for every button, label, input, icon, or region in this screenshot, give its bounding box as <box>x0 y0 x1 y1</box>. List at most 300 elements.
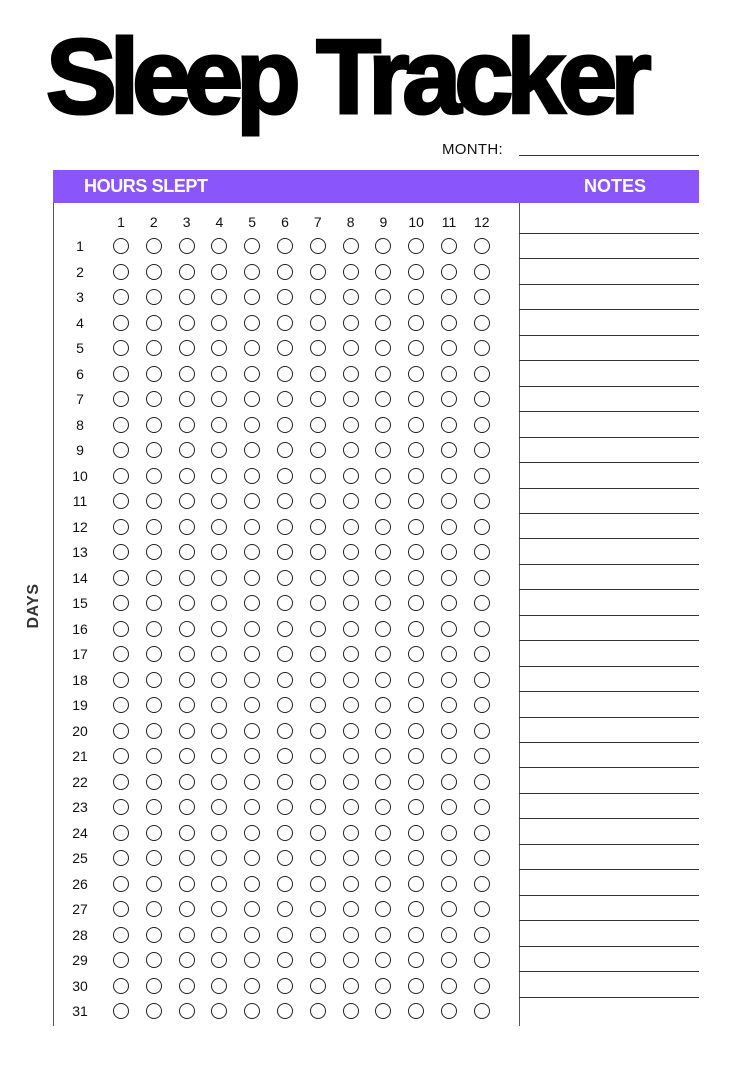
hour-bubble[interactable] <box>211 442 227 458</box>
hour-bubble[interactable] <box>277 519 293 535</box>
hour-bubble[interactable] <box>310 748 326 764</box>
hour-bubble[interactable] <box>408 493 424 509</box>
hour-bubble[interactable] <box>179 723 195 739</box>
hour-bubble[interactable] <box>375 544 391 560</box>
note-line[interactable] <box>519 488 699 489</box>
hour-bubble[interactable] <box>211 825 227 841</box>
hour-bubble[interactable] <box>343 723 359 739</box>
hour-bubble[interactable] <box>310 544 326 560</box>
hour-bubble[interactable] <box>343 901 359 917</box>
hour-bubble[interactable] <box>474 340 490 356</box>
hour-bubble[interactable] <box>408 646 424 662</box>
hour-bubble[interactable] <box>179 570 195 586</box>
hour-bubble[interactable] <box>113 748 129 764</box>
hour-bubble[interactable] <box>244 366 260 382</box>
hour-bubble[interactable] <box>343 468 359 484</box>
note-line[interactable] <box>519 666 699 667</box>
hour-bubble[interactable] <box>244 799 260 815</box>
hour-bubble[interactable] <box>474 621 490 637</box>
hour-bubble[interactable] <box>375 289 391 305</box>
hour-bubble[interactable] <box>211 289 227 305</box>
hour-bubble[interactable] <box>310 697 326 713</box>
note-line[interactable] <box>519 411 699 412</box>
hour-bubble[interactable] <box>277 417 293 433</box>
hour-bubble[interactable] <box>441 952 457 968</box>
hour-bubble[interactable] <box>343 672 359 688</box>
hour-bubble[interactable] <box>277 723 293 739</box>
hour-bubble[interactable] <box>408 876 424 892</box>
hour-bubble[interactable] <box>474 570 490 586</box>
note-line[interactable] <box>519 742 699 743</box>
hour-bubble[interactable] <box>474 442 490 458</box>
hour-bubble[interactable] <box>211 366 227 382</box>
hour-bubble[interactable] <box>277 748 293 764</box>
hour-bubble[interactable] <box>408 825 424 841</box>
hour-bubble[interactable] <box>343 1003 359 1019</box>
hour-bubble[interactable] <box>310 774 326 790</box>
hour-bubble[interactable] <box>146 876 162 892</box>
hour-bubble[interactable] <box>277 876 293 892</box>
hour-bubble[interactable] <box>277 927 293 943</box>
hour-bubble[interactable] <box>310 315 326 331</box>
hour-bubble[interactable] <box>343 366 359 382</box>
hour-bubble[interactable] <box>179 519 195 535</box>
note-line[interactable] <box>519 284 699 285</box>
hour-bubble[interactable] <box>441 672 457 688</box>
hour-bubble[interactable] <box>408 544 424 560</box>
hour-bubble[interactable] <box>441 417 457 433</box>
hour-bubble[interactable] <box>310 595 326 611</box>
hour-bubble[interactable] <box>277 901 293 917</box>
hour-bubble[interactable] <box>277 825 293 841</box>
hour-bubble[interactable] <box>474 876 490 892</box>
hour-bubble[interactable] <box>179 544 195 560</box>
hour-bubble[interactable] <box>408 672 424 688</box>
hour-bubble[interactable] <box>146 901 162 917</box>
hour-bubble[interactable] <box>474 646 490 662</box>
hour-bubble[interactable] <box>146 366 162 382</box>
hour-bubble[interactable] <box>474 850 490 866</box>
hour-bubble[interactable] <box>211 391 227 407</box>
hour-bubble[interactable] <box>244 493 260 509</box>
hour-bubble[interactable] <box>244 621 260 637</box>
hour-bubble[interactable] <box>179 876 195 892</box>
hour-bubble[interactable] <box>211 774 227 790</box>
hour-bubble[interactable] <box>474 238 490 254</box>
hour-bubble[interactable] <box>474 391 490 407</box>
hour-bubble[interactable] <box>179 774 195 790</box>
hour-bubble[interactable] <box>179 672 195 688</box>
note-line[interactable] <box>519 386 699 387</box>
hour-bubble[interactable] <box>113 519 129 535</box>
hour-bubble[interactable] <box>408 621 424 637</box>
hour-bubble[interactable] <box>310 238 326 254</box>
hour-bubble[interactable] <box>113 238 129 254</box>
hour-bubble[interactable] <box>408 901 424 917</box>
hour-bubble[interactable] <box>474 952 490 968</box>
hour-bubble[interactable] <box>146 468 162 484</box>
hour-bubble[interactable] <box>179 952 195 968</box>
hour-bubble[interactable] <box>408 850 424 866</box>
hour-bubble[interactable] <box>343 748 359 764</box>
hour-bubble[interactable] <box>244 672 260 688</box>
hour-bubble[interactable] <box>408 723 424 739</box>
hour-bubble[interactable] <box>211 315 227 331</box>
hour-bubble[interactable] <box>113 366 129 382</box>
hour-bubble[interactable] <box>408 799 424 815</box>
hour-bubble[interactable] <box>408 978 424 994</box>
hour-bubble[interactable] <box>408 748 424 764</box>
hour-bubble[interactable] <box>211 646 227 662</box>
hour-bubble[interactable] <box>310 646 326 662</box>
hour-bubble[interactable] <box>244 748 260 764</box>
hour-bubble[interactable] <box>277 672 293 688</box>
hour-bubble[interactable] <box>277 315 293 331</box>
hour-bubble[interactable] <box>277 774 293 790</box>
hour-bubble[interactable] <box>375 366 391 382</box>
hour-bubble[interactable] <box>277 391 293 407</box>
note-line[interactable] <box>519 895 699 896</box>
hour-bubble[interactable] <box>211 672 227 688</box>
hour-bubble[interactable] <box>310 391 326 407</box>
hour-bubble[interactable] <box>244 544 260 560</box>
hour-bubble[interactable] <box>310 901 326 917</box>
hour-bubble[interactable] <box>277 468 293 484</box>
hour-bubble[interactable] <box>375 417 391 433</box>
hour-bubble[interactable] <box>441 442 457 458</box>
hour-bubble[interactable] <box>179 289 195 305</box>
hour-bubble[interactable] <box>441 723 457 739</box>
hour-bubble[interactable] <box>343 264 359 280</box>
hour-bubble[interactable] <box>179 238 195 254</box>
hour-bubble[interactable] <box>277 952 293 968</box>
hour-bubble[interactable] <box>375 442 391 458</box>
hour-bubble[interactable] <box>179 340 195 356</box>
hour-bubble[interactable] <box>441 238 457 254</box>
hour-bubble[interactable] <box>408 289 424 305</box>
hour-bubble[interactable] <box>113 417 129 433</box>
hour-bubble[interactable] <box>244 417 260 433</box>
hour-bubble[interactable] <box>146 774 162 790</box>
hour-bubble[interactable] <box>211 978 227 994</box>
hour-bubble[interactable] <box>146 570 162 586</box>
hour-bubble[interactable] <box>441 570 457 586</box>
hour-bubble[interactable] <box>408 340 424 356</box>
hour-bubble[interactable] <box>408 927 424 943</box>
hour-bubble[interactable] <box>474 697 490 713</box>
hour-bubble[interactable] <box>179 468 195 484</box>
hour-bubble[interactable] <box>179 901 195 917</box>
hour-bubble[interactable] <box>179 595 195 611</box>
hour-bubble[interactable] <box>343 595 359 611</box>
hour-bubble[interactable] <box>244 595 260 611</box>
hour-bubble[interactable] <box>146 1003 162 1019</box>
hour-bubble[interactable] <box>474 978 490 994</box>
hour-bubble[interactable] <box>244 876 260 892</box>
hour-bubble[interactable] <box>244 519 260 535</box>
hour-bubble[interactable] <box>310 723 326 739</box>
hour-bubble[interactable] <box>343 774 359 790</box>
hour-bubble[interactable] <box>244 442 260 458</box>
hour-bubble[interactable] <box>408 697 424 713</box>
hour-bubble[interactable] <box>310 340 326 356</box>
hour-bubble[interactable] <box>277 621 293 637</box>
hour-bubble[interactable] <box>211 723 227 739</box>
hour-bubble[interactable] <box>146 978 162 994</box>
hour-bubble[interactable] <box>179 1003 195 1019</box>
hour-bubble[interactable] <box>310 289 326 305</box>
hour-bubble[interactable] <box>146 493 162 509</box>
hour-bubble[interactable] <box>113 595 129 611</box>
hour-bubble[interactable] <box>310 876 326 892</box>
hour-bubble[interactable] <box>244 978 260 994</box>
hour-bubble[interactable] <box>277 442 293 458</box>
hour-bubble[interactable] <box>179 366 195 382</box>
hour-bubble[interactable] <box>211 927 227 943</box>
hour-bubble[interactable] <box>310 952 326 968</box>
hour-bubble[interactable] <box>408 570 424 586</box>
hour-bubble[interactable] <box>408 391 424 407</box>
hour-bubble[interactable] <box>277 850 293 866</box>
hour-bubble[interactable] <box>146 595 162 611</box>
hour-bubble[interactable] <box>441 978 457 994</box>
hour-bubble[interactable] <box>113 264 129 280</box>
hour-bubble[interactable] <box>441 315 457 331</box>
hour-bubble[interactable] <box>146 850 162 866</box>
hour-bubble[interactable] <box>146 519 162 535</box>
hour-bubble[interactable] <box>113 723 129 739</box>
note-line[interactable] <box>519 997 699 998</box>
hour-bubble[interactable] <box>277 366 293 382</box>
hour-bubble[interactable] <box>343 927 359 943</box>
hour-bubble[interactable] <box>113 825 129 841</box>
hour-bubble[interactable] <box>375 850 391 866</box>
hour-bubble[interactable] <box>343 952 359 968</box>
hour-bubble[interactable] <box>211 264 227 280</box>
hour-bubble[interactable] <box>310 850 326 866</box>
hour-bubble[interactable] <box>474 1003 490 1019</box>
hour-bubble[interactable] <box>179 825 195 841</box>
hour-bubble[interactable] <box>375 1003 391 1019</box>
hour-bubble[interactable] <box>441 646 457 662</box>
hour-bubble[interactable] <box>408 952 424 968</box>
hour-bubble[interactable] <box>310 468 326 484</box>
hour-bubble[interactable] <box>375 468 391 484</box>
hour-bubble[interactable] <box>211 1003 227 1019</box>
hour-bubble[interactable] <box>211 417 227 433</box>
hour-bubble[interactable] <box>343 417 359 433</box>
hour-bubble[interactable] <box>408 519 424 535</box>
hour-bubble[interactable] <box>277 238 293 254</box>
hour-bubble[interactable] <box>343 544 359 560</box>
hour-bubble[interactable] <box>310 442 326 458</box>
hour-bubble[interactable] <box>244 391 260 407</box>
hour-bubble[interactable] <box>441 774 457 790</box>
hour-bubble[interactable] <box>343 238 359 254</box>
hour-bubble[interactable] <box>474 493 490 509</box>
note-line[interactable] <box>519 335 699 336</box>
hour-bubble[interactable] <box>375 774 391 790</box>
hour-bubble[interactable] <box>375 978 391 994</box>
hour-bubble[interactable] <box>146 238 162 254</box>
hour-bubble[interactable] <box>375 391 391 407</box>
hour-bubble[interactable] <box>343 621 359 637</box>
hour-bubble[interactable] <box>375 799 391 815</box>
hour-bubble[interactable] <box>277 978 293 994</box>
hour-bubble[interactable] <box>211 697 227 713</box>
hour-bubble[interactable] <box>146 646 162 662</box>
hour-bubble[interactable] <box>310 264 326 280</box>
hour-bubble[interactable] <box>277 646 293 662</box>
note-line[interactable] <box>519 589 699 590</box>
hour-bubble[interactable] <box>343 978 359 994</box>
hour-bubble[interactable] <box>146 340 162 356</box>
hour-bubble[interactable] <box>408 442 424 458</box>
hour-bubble[interactable] <box>113 952 129 968</box>
hour-bubble[interactable] <box>179 927 195 943</box>
hour-bubble[interactable] <box>244 238 260 254</box>
hour-bubble[interactable] <box>310 672 326 688</box>
hour-bubble[interactable] <box>113 876 129 892</box>
hour-bubble[interactable] <box>277 799 293 815</box>
hour-bubble[interactable] <box>310 570 326 586</box>
hour-bubble[interactable] <box>244 340 260 356</box>
note-line[interactable] <box>519 462 699 463</box>
hour-bubble[interactable] <box>244 289 260 305</box>
hour-bubble[interactable] <box>179 315 195 331</box>
hour-bubble[interactable] <box>441 1003 457 1019</box>
hour-bubble[interactable] <box>408 238 424 254</box>
hour-bubble[interactable] <box>310 493 326 509</box>
hour-bubble[interactable] <box>244 570 260 586</box>
hour-bubble[interactable] <box>408 417 424 433</box>
hour-bubble[interactable] <box>179 850 195 866</box>
hour-bubble[interactable] <box>408 468 424 484</box>
hour-bubble[interactable] <box>211 952 227 968</box>
hour-bubble[interactable] <box>146 621 162 637</box>
hour-bubble[interactable] <box>408 774 424 790</box>
hour-bubble[interactable] <box>375 340 391 356</box>
hour-bubble[interactable] <box>146 289 162 305</box>
hour-bubble[interactable] <box>113 672 129 688</box>
hour-bubble[interactable] <box>375 672 391 688</box>
hour-bubble[interactable] <box>441 289 457 305</box>
hour-bubble[interactable] <box>474 417 490 433</box>
hour-bubble[interactable] <box>441 493 457 509</box>
hour-bubble[interactable] <box>244 952 260 968</box>
note-line[interactable] <box>519 869 699 870</box>
hour-bubble[interactable] <box>179 646 195 662</box>
hour-bubble[interactable] <box>179 493 195 509</box>
hour-bubble[interactable] <box>146 315 162 331</box>
note-line[interactable] <box>519 920 699 921</box>
hour-bubble[interactable] <box>441 799 457 815</box>
note-line[interactable] <box>519 844 699 845</box>
hour-bubble[interactable] <box>343 825 359 841</box>
hour-bubble[interactable] <box>474 366 490 382</box>
hour-bubble[interactable] <box>146 825 162 841</box>
hour-bubble[interactable] <box>474 289 490 305</box>
hour-bubble[interactable] <box>113 570 129 586</box>
hour-bubble[interactable] <box>211 595 227 611</box>
hour-bubble[interactable] <box>375 570 391 586</box>
hour-bubble[interactable] <box>113 544 129 560</box>
hour-bubble[interactable] <box>113 850 129 866</box>
hour-bubble[interactable] <box>441 468 457 484</box>
hour-bubble[interactable] <box>474 901 490 917</box>
hour-bubble[interactable] <box>277 697 293 713</box>
hour-bubble[interactable] <box>375 315 391 331</box>
hour-bubble[interactable] <box>244 825 260 841</box>
hour-bubble[interactable] <box>244 901 260 917</box>
hour-bubble[interactable] <box>244 264 260 280</box>
hour-bubble[interactable] <box>310 825 326 841</box>
hour-bubble[interactable] <box>211 748 227 764</box>
hour-bubble[interactable] <box>441 340 457 356</box>
hour-bubble[interactable] <box>343 570 359 586</box>
hour-bubble[interactable] <box>474 264 490 280</box>
hour-bubble[interactable] <box>474 595 490 611</box>
hour-bubble[interactable] <box>343 519 359 535</box>
hour-bubble[interactable] <box>375 901 391 917</box>
hour-bubble[interactable] <box>375 876 391 892</box>
hour-bubble[interactable] <box>113 799 129 815</box>
hour-bubble[interactable] <box>113 774 129 790</box>
hour-bubble[interactable] <box>211 901 227 917</box>
hour-bubble[interactable] <box>211 570 227 586</box>
hour-bubble[interactable] <box>474 774 490 790</box>
hour-bubble[interactable] <box>146 417 162 433</box>
hour-bubble[interactable] <box>113 978 129 994</box>
hour-bubble[interactable] <box>277 570 293 586</box>
hour-bubble[interactable] <box>441 391 457 407</box>
hour-bubble[interactable] <box>113 1003 129 1019</box>
note-line[interactable] <box>519 615 699 616</box>
hour-bubble[interactable] <box>343 876 359 892</box>
hour-bubble[interactable] <box>244 697 260 713</box>
hour-bubble[interactable] <box>179 748 195 764</box>
note-line[interactable] <box>519 717 699 718</box>
hour-bubble[interactable] <box>343 391 359 407</box>
hour-bubble[interactable] <box>146 672 162 688</box>
hour-bubble[interactable] <box>408 1003 424 1019</box>
hour-bubble[interactable] <box>277 1003 293 1019</box>
hour-bubble[interactable] <box>375 825 391 841</box>
note-line[interactable] <box>519 691 699 692</box>
hour-bubble[interactable] <box>310 799 326 815</box>
hour-bubble[interactable] <box>146 442 162 458</box>
note-line[interactable] <box>519 233 699 234</box>
hour-bubble[interactable] <box>211 340 227 356</box>
hour-bubble[interactable] <box>441 825 457 841</box>
hour-bubble[interactable] <box>474 723 490 739</box>
note-line[interactable] <box>519 309 699 310</box>
hour-bubble[interactable] <box>244 468 260 484</box>
hour-bubble[interactable] <box>113 646 129 662</box>
hour-bubble[interactable] <box>375 748 391 764</box>
hour-bubble[interactable] <box>408 264 424 280</box>
hour-bubble[interactable] <box>375 646 391 662</box>
note-line[interactable] <box>519 437 699 438</box>
hour-bubble[interactable] <box>375 621 391 637</box>
hour-bubble[interactable] <box>375 697 391 713</box>
hour-bubble[interactable] <box>408 315 424 331</box>
hour-bubble[interactable] <box>113 391 129 407</box>
note-line[interactable] <box>519 640 699 641</box>
hour-bubble[interactable] <box>441 850 457 866</box>
hour-bubble[interactable] <box>146 748 162 764</box>
hour-bubble[interactable] <box>179 799 195 815</box>
